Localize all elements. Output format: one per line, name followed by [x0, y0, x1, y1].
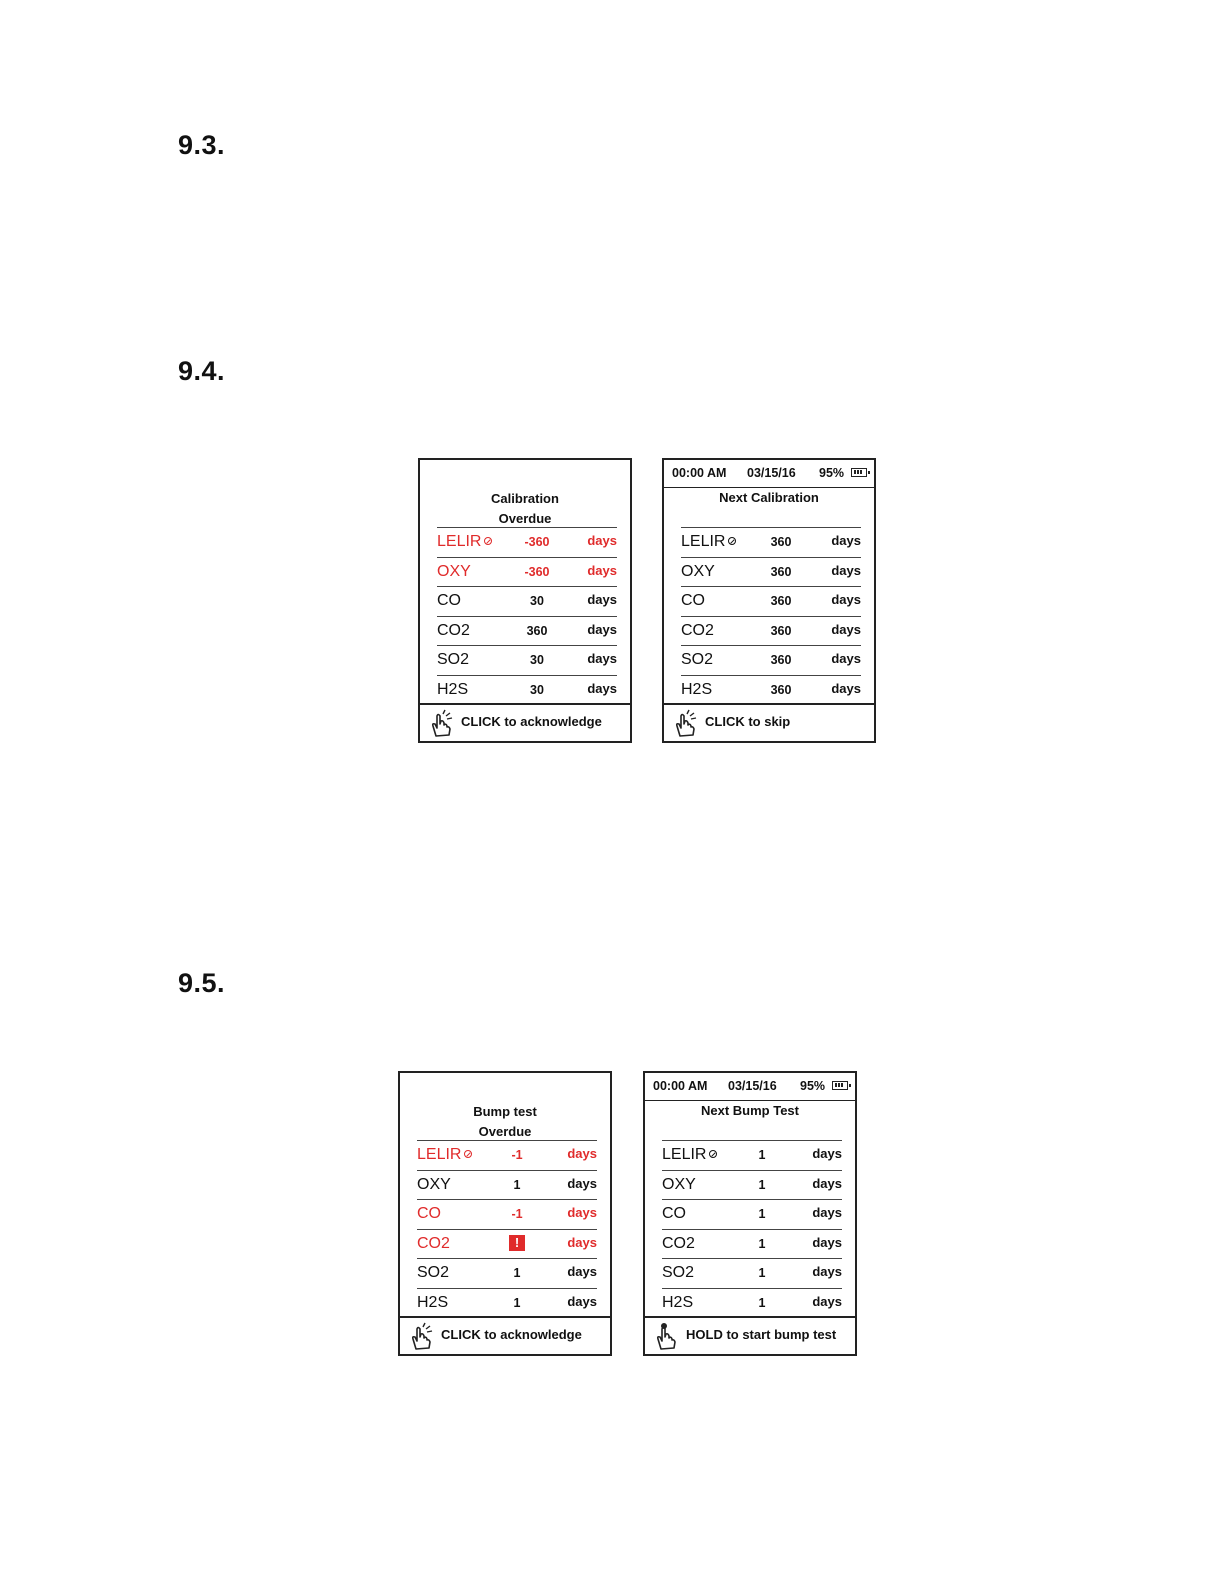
battery-icon [851, 468, 867, 477]
gas-row-oxy [437, 558, 617, 588]
hand-tap-icon [428, 708, 456, 738]
hand-tap-icon [408, 1321, 436, 1351]
gas-unit: days [831, 533, 861, 548]
gas-name: H2S [437, 680, 469, 698]
acknowledge-button[interactable] [420, 703, 630, 741]
gas-unit: days [831, 562, 861, 578]
gas-value: 360 [770, 682, 792, 697]
battery-icon [832, 1081, 848, 1090]
gas-row-h2s [662, 1289, 842, 1319]
gas-row-co2 [437, 617, 617, 647]
gas-value: 1 [513, 1266, 521, 1280]
gas-value: 1 [513, 1177, 521, 1192]
hand-tap-icon [672, 708, 700, 738]
gas-value: 360 [770, 653, 792, 667]
gas-row-co [417, 1200, 597, 1230]
gas-value: 1 [758, 1148, 766, 1162]
bump-test-overdue-screen [398, 1071, 612, 1356]
gas-name: OXY [662, 1175, 696, 1193]
battery-percent: 95% [819, 466, 845, 480]
gas-row-oxy [662, 1171, 842, 1201]
gas-name: H2S [681, 680, 713, 698]
gas-name: LELIR [662, 1146, 717, 1164]
gas-row-lelir [437, 528, 617, 558]
gas-row-h2s [417, 1289, 597, 1319]
gas-name: LELIR [437, 533, 492, 551]
gas-row-h2s [681, 676, 861, 706]
warning-icon: ! [509, 1235, 525, 1251]
screen-title [400, 1102, 610, 1142]
gas-unit: days [587, 592, 617, 607]
next-calibration-screen [662, 458, 876, 743]
gas-unit: days [831, 592, 861, 607]
gas-row-so2 [417, 1259, 597, 1289]
gas-name: CO [417, 1205, 441, 1222]
gas-unit: days [587, 533, 617, 548]
gas-name: CO [681, 592, 705, 609]
status-date: 03/15/16 [728, 1079, 777, 1093]
calibration-overdue-screen [418, 458, 632, 743]
gas-value: 1 [758, 1295, 766, 1310]
gas-value: 360 [770, 623, 792, 638]
gas-list [417, 1140, 597, 1318]
gas-value: 1 [513, 1295, 521, 1310]
hand-hold-icon [653, 1321, 681, 1351]
battery-percent: 95% [800, 1079, 826, 1093]
gas-row-lelir [417, 1141, 597, 1171]
section-heading-9-4: 9.4. [178, 356, 226, 386]
gas-value: -1 [511, 1148, 523, 1162]
gas-value: 360 [770, 594, 792, 608]
status-bar [645, 1073, 855, 1101]
gas-row-lelir [662, 1141, 842, 1171]
gas-row-so2 [662, 1259, 842, 1289]
gas-row-co [662, 1200, 842, 1230]
gas-unit: days [812, 1264, 842, 1279]
gas-value: -360 [524, 535, 550, 549]
gas-value: 30 [530, 682, 544, 697]
gas-unit: days [587, 651, 617, 666]
gas-unit: days [812, 1234, 842, 1250]
gas-row-co [681, 587, 861, 617]
gas-value: 360 [526, 623, 548, 638]
gas-name: CO [437, 592, 461, 609]
gas-value: -1 [511, 1207, 523, 1221]
gas-name: OXY [417, 1175, 451, 1193]
gas-name: CO2 [437, 621, 470, 639]
gas-value: 1 [758, 1177, 766, 1192]
gas-row-co2 [662, 1230, 842, 1260]
gas-row-lelir [681, 528, 861, 558]
gas-value: -360 [524, 564, 550, 579]
gas-unit: days [831, 621, 861, 637]
start-bump-test-button[interactable] [645, 1316, 855, 1354]
gas-unit: days [587, 621, 617, 637]
gas-unit: days [831, 680, 861, 696]
sensor-icon [464, 1150, 472, 1158]
acknowledge-button[interactable] [400, 1316, 610, 1354]
title-line-1: Next Bump Test [701, 1103, 799, 1118]
gas-row-oxy [681, 558, 861, 588]
gas-name: OXY [437, 562, 471, 580]
gas-unit: days [567, 1175, 597, 1191]
gas-unit: days [567, 1264, 597, 1279]
gas-name: SO2 [681, 651, 714, 668]
gas-unit: days [812, 1175, 842, 1191]
gas-value: 360 [770, 535, 792, 549]
gas-unit: days [567, 1293, 597, 1309]
status-date: 03/15/16 [747, 466, 796, 480]
screen-title [420, 489, 630, 529]
gas-name: SO2 [417, 1264, 450, 1281]
gas-name: H2S [417, 1293, 449, 1311]
gas-unit: days [812, 1205, 842, 1220]
title-line-1: Bump test [473, 1104, 537, 1119]
status-bar [664, 460, 874, 488]
gas-value: 1 [758, 1207, 766, 1221]
gas-name: LELIR [681, 533, 736, 551]
sensor-icon [484, 537, 492, 545]
status-time: 00:00 AM [653, 1079, 708, 1093]
gas-row-co2 [681, 617, 861, 647]
sensor-icon [728, 537, 736, 545]
gas-row-co2 [417, 1230, 597, 1260]
status-time: 00:00 AM [672, 466, 727, 480]
title-line-1: Next Calibration [719, 490, 819, 505]
gas-row-so2 [681, 646, 861, 676]
gas-name: SO2 [437, 651, 470, 668]
gas-unit: days [587, 562, 617, 578]
gas-name: CO2 [681, 621, 714, 639]
gas-value: 1 [758, 1266, 766, 1280]
gas-value: 30 [530, 594, 544, 608]
skip-button[interactable] [664, 703, 874, 741]
title-line-1: Calibration [491, 491, 559, 506]
section-heading-9-3: 9.3. [178, 130, 226, 160]
gas-name: LELIR [417, 1146, 472, 1164]
gas-name: SO2 [662, 1264, 695, 1281]
gas-name: CO2 [662, 1234, 695, 1252]
gas-value: 360 [770, 564, 792, 579]
gas-unit: days [587, 680, 617, 696]
gas-list [681, 527, 861, 705]
gas-unit: days [831, 651, 861, 666]
gas-value [487, 1234, 547, 1253]
gas-row-oxy [417, 1171, 597, 1201]
gas-unit: days [567, 1146, 597, 1161]
screen-title [664, 488, 874, 508]
gas-unit: days [812, 1146, 842, 1161]
gas-unit: days [567, 1205, 597, 1220]
gas-row-h2s [437, 676, 617, 706]
screen-title [645, 1101, 855, 1121]
gas-unit: days [812, 1293, 842, 1309]
gas-name: CO [662, 1205, 686, 1222]
next-bump-test-screen [643, 1071, 857, 1356]
gas-name: OXY [681, 562, 715, 580]
footer-label: HOLD to start bump test [686, 1327, 837, 1342]
gas-list [437, 527, 617, 705]
gas-value: 1 [758, 1236, 766, 1251]
gas-name: H2S [662, 1293, 694, 1311]
gas-list [662, 1140, 842, 1318]
title-line-2: Overdue [478, 1124, 532, 1139]
gas-unit: days [567, 1234, 597, 1250]
section-heading-9-5: 9.5. [178, 968, 226, 998]
gas-row-co [437, 587, 617, 617]
gas-row-so2 [437, 646, 617, 676]
footer-label: CLICK to skip [705, 714, 791, 729]
sensor-icon [709, 1150, 717, 1158]
title-line-2: Overdue [498, 511, 552, 526]
footer-label: CLICK to acknowledge [441, 1327, 582, 1342]
gas-value: 30 [530, 653, 544, 667]
footer-label: CLICK to acknowledge [461, 714, 602, 729]
gas-name: CO2 [417, 1234, 450, 1252]
